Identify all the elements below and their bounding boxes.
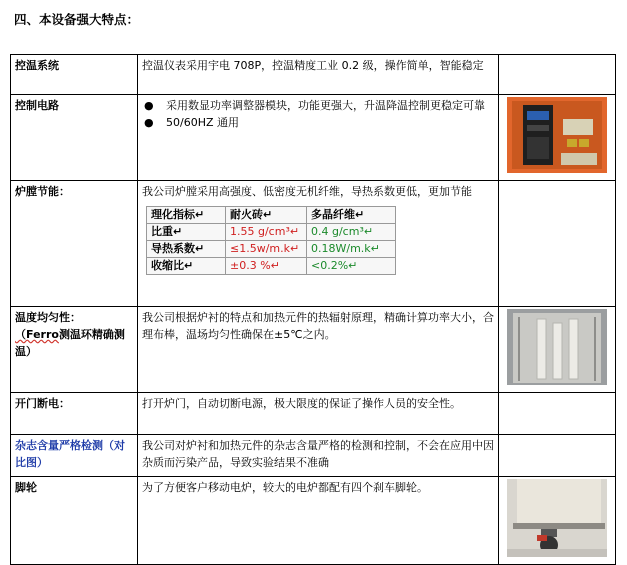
row-desc: 我公司对炉衬和加热元件的杂志含量严格的检测和控制，不会在应用中因杂质而污染产品，导致实验结果不准确 xyxy=(138,435,499,477)
row-label: 温度均匀性： （Ferro测温环精确测温） xyxy=(11,307,138,393)
table-cell: 0.4 g/cm³↵ xyxy=(307,224,396,241)
table-row xyxy=(11,181,616,307)
table-row xyxy=(11,435,616,477)
features-table xyxy=(10,54,616,565)
section-heading: 四、本设备强大特点： xyxy=(14,12,140,27)
table-cell: 收缩比↵ xyxy=(147,258,226,275)
table-cell: 比重↵ xyxy=(147,224,226,241)
row-label: 控温系统 xyxy=(11,55,138,95)
row-label: 炉膛节能： xyxy=(11,181,138,307)
list-item: ● 50/60HZ 通用 xyxy=(142,114,494,131)
table-row xyxy=(11,95,616,181)
table-header: 多晶纤维↵ xyxy=(307,207,396,224)
table-row xyxy=(11,477,616,565)
table-row xyxy=(11,307,616,393)
row-label: 开门断电： xyxy=(11,393,138,435)
table-row xyxy=(147,224,396,241)
table-row xyxy=(11,393,616,435)
list-item: ● 采用数显功率调整器模块，功能更强大，升温降温控制更稳定可靠 xyxy=(142,97,494,114)
table-cell: 导热系数↵ xyxy=(147,241,226,258)
table-row xyxy=(147,258,396,275)
row-label: 杂志含量严格检测（对比图） xyxy=(11,435,138,477)
furnace-interior-photo xyxy=(503,309,611,385)
table-cell: ≤1.5w/m.k↵ xyxy=(226,241,307,258)
table-cell: 1.55 g/cm³↵ xyxy=(226,224,307,241)
caster-wheel-photo xyxy=(503,479,611,557)
table-cell: 0.18W/m.k↵ xyxy=(307,241,396,258)
table-row xyxy=(147,207,396,224)
row-label: 控制电路 xyxy=(11,95,138,181)
table-header: 耐火砖↵ xyxy=(226,207,307,224)
row-label: 脚轮 xyxy=(11,477,138,565)
row-desc: 控温仪表采用宇电 708P，控温精度工业 0.2 级，操作简单，智能稳定 xyxy=(138,55,499,95)
table-cell: <0.2%↵ xyxy=(307,258,396,275)
table-row xyxy=(11,55,616,95)
bullet-list xyxy=(142,97,494,131)
table-cell: ±0.3 %↵ xyxy=(226,258,307,275)
control-circuit-photo xyxy=(503,97,611,173)
table-row xyxy=(147,241,396,258)
row-desc: 为了方便客户移动电炉，较大的电炉都配有四个刹车脚轮。 xyxy=(138,477,499,565)
property-table xyxy=(146,206,396,275)
row-desc: 我公司炉膛采用高强度、低密度无机纤维，导热系数更低，更加节能 xyxy=(142,185,472,198)
table-header: 理化指标↵ xyxy=(147,207,226,224)
row-desc: 我公司根据炉衬的特点和加热元件的热辐射原理，精确计算功率大小，合理布棒，温场均匀性确保在±5℃之内。 xyxy=(138,307,499,393)
row-desc: 打开炉门，自动切断电源，极大限度的保证了操作人员的安全性。 xyxy=(138,393,499,435)
